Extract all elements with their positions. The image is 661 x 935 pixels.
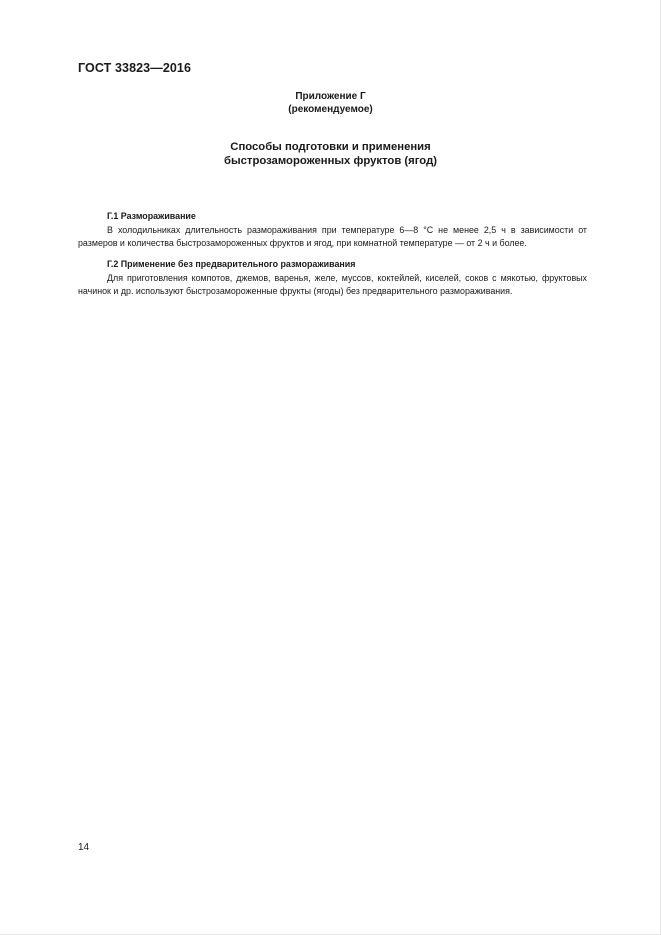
appendix-title bbox=[0, 140, 661, 168]
appendix-title-line-2: быстрозамороженных фруктов (ягод) bbox=[224, 155, 437, 167]
appendix-label: Приложение Г bbox=[295, 91, 366, 102]
appendix-heading bbox=[0, 90, 661, 116]
section-body: В холодильниках длительность размораживания при температуре 6—8 °С не менее 2,5 ч в зависимости от размеров и количества быстрозамороженных фруктов и ягод, при комнатной температуре — от 2 ч и более. bbox=[78, 224, 587, 248]
section-defrosting bbox=[78, 210, 587, 251]
page-number: 14 bbox=[78, 842, 90, 853]
section-heading: Г.1 Размораживание bbox=[107, 211, 196, 221]
section-body: Для приготовления компотов, джемов, варенья, желе, муссов, коктейлей, киселей, соков с мякотью, фруктовых начинок и др. используют быстрозамороженные фрукты (ягоды) без предварительного размораживания. bbox=[78, 272, 587, 296]
section-use-without-defrosting bbox=[78, 258, 587, 299]
appendix-status: (рекомендуемое) bbox=[288, 104, 373, 115]
section-heading: Г.2 Применение без предварительного размораживания bbox=[107, 259, 356, 269]
appendix-title-line-1: Способы подготовки и применения bbox=[230, 141, 431, 153]
document-code: ГОСТ 33823—2016 bbox=[78, 61, 192, 75]
